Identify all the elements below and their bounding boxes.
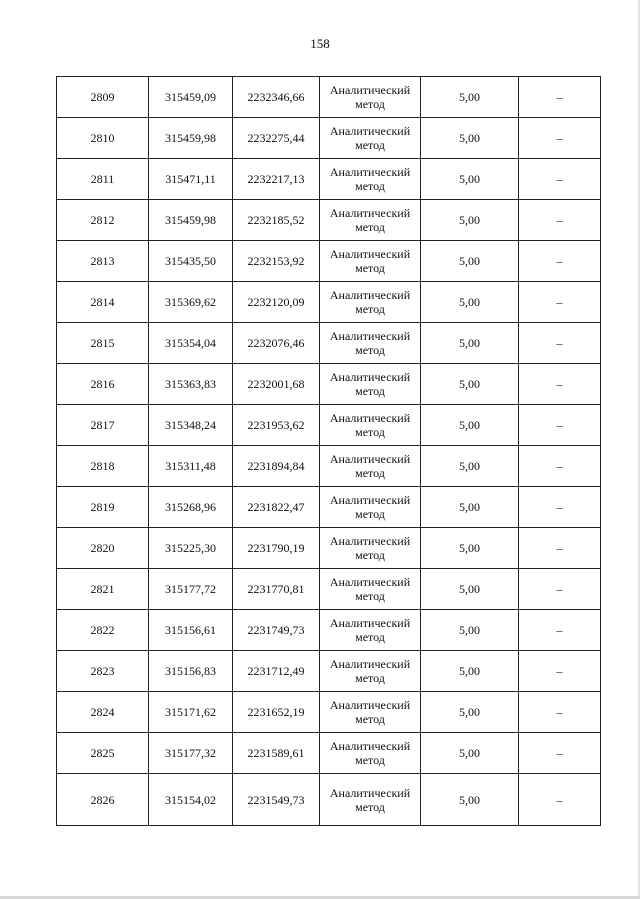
point-number-cell: 2820 bbox=[57, 528, 149, 569]
table-row bbox=[57, 487, 601, 528]
method-text: метод bbox=[355, 179, 385, 193]
method-cell bbox=[320, 692, 421, 733]
method-text: метод bbox=[355, 671, 385, 685]
method-cell bbox=[320, 733, 421, 774]
point-number-cell: 2814 bbox=[57, 282, 149, 323]
table-row bbox=[57, 446, 601, 487]
method-text: метод bbox=[355, 630, 385, 644]
method-cell bbox=[320, 118, 421, 159]
method-text: метод bbox=[355, 97, 385, 111]
page-number: 158 bbox=[310, 36, 330, 51]
accuracy-cell: 5,00 bbox=[421, 323, 519, 364]
method-cell bbox=[320, 241, 421, 282]
accuracy-cell: 5,00 bbox=[421, 610, 519, 651]
x-coordinate-cell: 315363,83 bbox=[149, 364, 233, 405]
x-coordinate-cell: 315348,24 bbox=[149, 405, 233, 446]
accuracy-cell: 5,00 bbox=[421, 77, 519, 118]
table-row bbox=[57, 200, 601, 241]
point-number-cell: 2822 bbox=[57, 610, 149, 651]
note-cell: – bbox=[519, 364, 601, 405]
y-coordinate-cell: 2232185,52 bbox=[233, 200, 320, 241]
note-cell: – bbox=[519, 487, 601, 528]
method-text: метод bbox=[355, 302, 385, 316]
note-cell: – bbox=[519, 733, 601, 774]
x-coordinate-cell: 315154,02 bbox=[149, 774, 233, 826]
method-cell bbox=[320, 446, 421, 487]
note-cell: – bbox=[519, 200, 601, 241]
point-number-cell: 2819 bbox=[57, 487, 149, 528]
method-text: Аналитический bbox=[329, 575, 411, 589]
method-text: Аналитический bbox=[329, 616, 411, 630]
y-coordinate-cell: 2232346,66 bbox=[233, 77, 320, 118]
method-text: метод bbox=[355, 466, 385, 480]
table-row bbox=[57, 241, 601, 282]
note-cell: – bbox=[519, 528, 601, 569]
table-row bbox=[57, 569, 601, 610]
method-cell bbox=[320, 774, 421, 826]
accuracy-cell: 5,00 bbox=[421, 159, 519, 200]
accuracy-cell: 5,00 bbox=[421, 118, 519, 159]
method-cell bbox=[320, 282, 421, 323]
x-coordinate-cell: 315354,04 bbox=[149, 323, 233, 364]
method-text: метод bbox=[355, 138, 385, 152]
y-coordinate-cell: 2231790,19 bbox=[233, 528, 320, 569]
note-cell: – bbox=[519, 774, 601, 826]
y-coordinate-cell: 2231589,61 bbox=[233, 733, 320, 774]
x-coordinate-cell: 315156,83 bbox=[149, 651, 233, 692]
y-coordinate-cell: 2231770,81 bbox=[233, 569, 320, 610]
method-cell bbox=[320, 200, 421, 241]
table-row bbox=[57, 364, 601, 405]
table-row bbox=[57, 159, 601, 200]
point-number-cell: 2825 bbox=[57, 733, 149, 774]
point-number-cell: 2815 bbox=[57, 323, 149, 364]
point-number-cell: 2821 bbox=[57, 569, 149, 610]
y-coordinate-cell: 2232275,44 bbox=[233, 118, 320, 159]
x-coordinate-cell: 315311,48 bbox=[149, 446, 233, 487]
method-cell bbox=[320, 651, 421, 692]
method-text: Аналитический bbox=[329, 657, 411, 671]
method-text: Аналитический bbox=[329, 452, 411, 466]
method-text: Аналитический bbox=[329, 124, 411, 138]
method-text: метод bbox=[355, 548, 385, 562]
method-text: метод bbox=[355, 589, 385, 603]
y-coordinate-cell: 2232153,92 bbox=[233, 241, 320, 282]
method-cell bbox=[320, 77, 421, 118]
table-row bbox=[57, 774, 601, 826]
method-text: метод bbox=[355, 261, 385, 275]
table-row bbox=[57, 610, 601, 651]
table-row bbox=[57, 692, 601, 733]
table-row bbox=[57, 651, 601, 692]
note-cell: – bbox=[519, 323, 601, 364]
accuracy-cell: 5,00 bbox=[421, 528, 519, 569]
y-coordinate-cell: 2231652,19 bbox=[233, 692, 320, 733]
accuracy-cell: 5,00 bbox=[421, 774, 519, 826]
method-text: метод bbox=[355, 753, 385, 767]
method-text: Аналитический bbox=[329, 698, 411, 712]
accuracy-cell: 5,00 bbox=[421, 569, 519, 610]
table-row bbox=[57, 733, 601, 774]
method-cell bbox=[320, 610, 421, 651]
method-cell bbox=[320, 487, 421, 528]
x-coordinate-cell: 315177,32 bbox=[149, 733, 233, 774]
accuracy-cell: 5,00 bbox=[421, 446, 519, 487]
table-row bbox=[57, 405, 601, 446]
point-number-cell: 2823 bbox=[57, 651, 149, 692]
y-coordinate-cell: 2232076,46 bbox=[233, 323, 320, 364]
method-text: Аналитический bbox=[329, 411, 411, 425]
note-cell: – bbox=[519, 282, 601, 323]
accuracy-cell: 5,00 bbox=[421, 364, 519, 405]
method-text: метод bbox=[355, 507, 385, 521]
point-number-cell: 2816 bbox=[57, 364, 149, 405]
method-text: Аналитический bbox=[329, 288, 411, 302]
point-number-cell: 2826 bbox=[57, 774, 149, 826]
x-coordinate-cell: 315459,09 bbox=[149, 77, 233, 118]
table-row bbox=[57, 282, 601, 323]
method-text: Аналитический bbox=[329, 329, 411, 343]
method-cell bbox=[320, 528, 421, 569]
method-text: Аналитический bbox=[329, 493, 411, 507]
x-coordinate-cell: 315156,61 bbox=[149, 610, 233, 651]
accuracy-cell: 5,00 bbox=[421, 241, 519, 282]
accuracy-cell: 5,00 bbox=[421, 733, 519, 774]
table-body bbox=[57, 77, 601, 826]
note-cell: – bbox=[519, 692, 601, 733]
note-cell: – bbox=[519, 651, 601, 692]
method-text: Аналитический bbox=[329, 165, 411, 179]
accuracy-cell: 5,00 bbox=[421, 282, 519, 323]
y-coordinate-cell: 2231712,49 bbox=[233, 651, 320, 692]
x-coordinate-cell: 315459,98 bbox=[149, 200, 233, 241]
method-text: Аналитический bbox=[329, 370, 411, 384]
x-coordinate-cell: 315435,50 bbox=[149, 241, 233, 282]
y-coordinate-cell: 2232217,13 bbox=[233, 159, 320, 200]
table-row bbox=[57, 118, 601, 159]
table-row bbox=[57, 323, 601, 364]
method-text: метод bbox=[355, 799, 385, 814]
note-cell: – bbox=[519, 569, 601, 610]
note-cell: – bbox=[519, 159, 601, 200]
method-text: Аналитический bbox=[329, 739, 411, 753]
accuracy-cell: 5,00 bbox=[421, 405, 519, 446]
x-coordinate-cell: 315225,30 bbox=[149, 528, 233, 569]
table-row bbox=[57, 528, 601, 569]
method-text: Аналитический bbox=[329, 206, 411, 220]
method-text: метод bbox=[355, 220, 385, 234]
method-text: метод bbox=[355, 343, 385, 357]
point-number-cell: 2810 bbox=[57, 118, 149, 159]
accuracy-cell: 5,00 bbox=[421, 200, 519, 241]
accuracy-cell: 5,00 bbox=[421, 692, 519, 733]
method-text: Аналитический bbox=[329, 534, 411, 548]
method-text: метод bbox=[355, 425, 385, 439]
y-coordinate-cell: 2231549,73 bbox=[233, 774, 320, 826]
note-cell: – bbox=[519, 241, 601, 282]
y-coordinate-cell: 2231749,73 bbox=[233, 610, 320, 651]
point-number-cell: 2818 bbox=[57, 446, 149, 487]
y-coordinate-cell: 2231894,84 bbox=[233, 446, 320, 487]
y-coordinate-cell: 2232120,09 bbox=[233, 282, 320, 323]
note-cell: – bbox=[519, 77, 601, 118]
point-number-cell: 2817 bbox=[57, 405, 149, 446]
note-cell: – bbox=[519, 610, 601, 651]
method-text: Аналитический bbox=[329, 247, 411, 261]
method-text: Аналитический bbox=[329, 83, 411, 97]
point-number-cell: 2812 bbox=[57, 200, 149, 241]
method-text: Аналитический bbox=[329, 785, 411, 800]
x-coordinate-cell: 315459,98 bbox=[149, 118, 233, 159]
note-cell: – bbox=[519, 446, 601, 487]
note-cell: – bbox=[519, 118, 601, 159]
method-text: метод bbox=[355, 712, 385, 726]
x-coordinate-cell: 315471,11 bbox=[149, 159, 233, 200]
x-coordinate-cell: 315268,96 bbox=[149, 487, 233, 528]
table-row bbox=[57, 77, 601, 118]
coordinates-table bbox=[56, 76, 601, 826]
y-coordinate-cell: 2231953,62 bbox=[233, 405, 320, 446]
point-number-cell: 2824 bbox=[57, 692, 149, 733]
x-coordinate-cell: 315171,62 bbox=[149, 692, 233, 733]
method-text: метод bbox=[355, 384, 385, 398]
x-coordinate-cell: 315369,62 bbox=[149, 282, 233, 323]
method-cell bbox=[320, 323, 421, 364]
point-number-cell: 2809 bbox=[57, 77, 149, 118]
note-cell: – bbox=[519, 405, 601, 446]
method-cell bbox=[320, 405, 421, 446]
point-number-cell: 2813 bbox=[57, 241, 149, 282]
point-number-cell: 2811 bbox=[57, 159, 149, 200]
method-cell bbox=[320, 569, 421, 610]
accuracy-cell: 5,00 bbox=[421, 487, 519, 528]
x-coordinate-cell: 315177,72 bbox=[149, 569, 233, 610]
method-cell bbox=[320, 159, 421, 200]
method-cell bbox=[320, 364, 421, 405]
y-coordinate-cell: 2231822,47 bbox=[233, 487, 320, 528]
y-coordinate-cell: 2232001,68 bbox=[233, 364, 320, 405]
accuracy-cell: 5,00 bbox=[421, 651, 519, 692]
